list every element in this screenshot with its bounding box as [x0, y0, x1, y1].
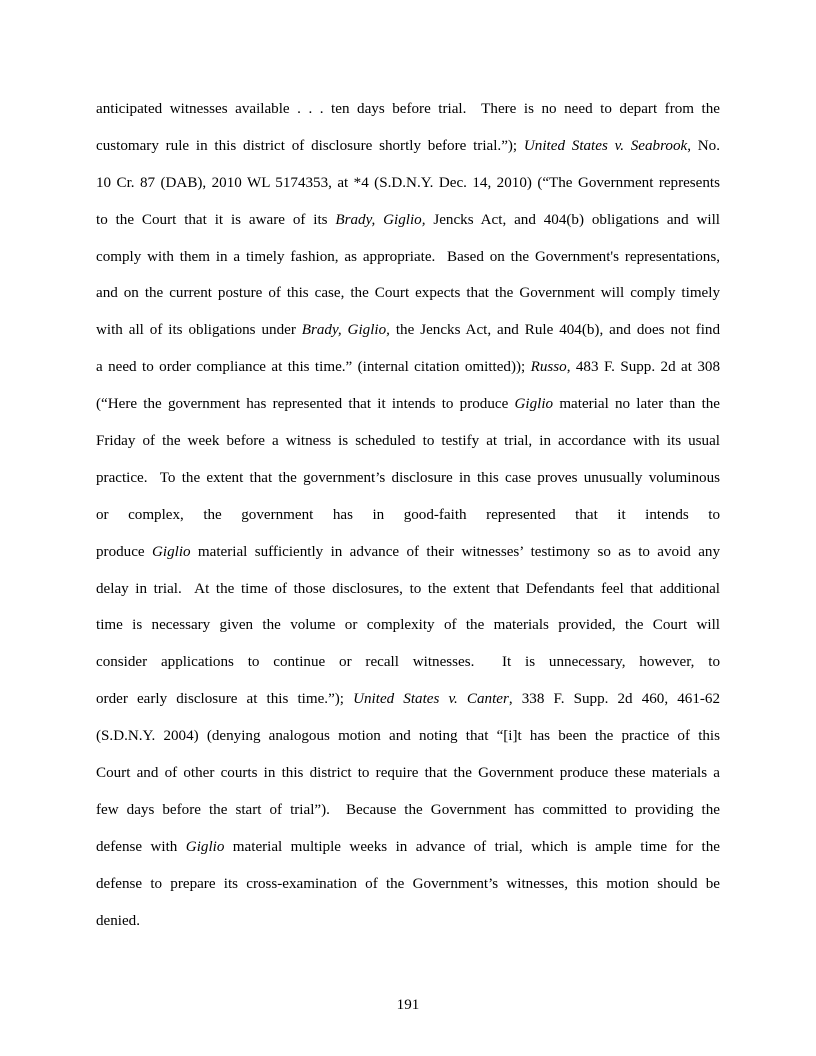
body-text: (S.D.N.Y. 2004) (denying analogous motion and noting that “[i]t has been the practice of this — [96, 728, 720, 745]
document-body — [96, 91, 720, 939]
body-text: practice. To the extent that the government’s disclosure in this case proves unusually voluminous — [96, 469, 720, 486]
body-text: (“Here the government has represented that it intends to produce — [96, 396, 515, 413]
case-citation: Giglio — [151, 543, 191, 560]
body-text: material multiple weeks in advance of trial, which is ample time for the — [224, 838, 720, 855]
body-line — [96, 903, 720, 940]
body-text: consider applications to continue or recall witnesses. It is unnecessary, however, to — [96, 654, 720, 671]
body-text: few days before the start of trial”). Because the Government has committed to providing the — [96, 801, 720, 818]
body-text: or complex, the government has in good-faith represented that it intends to — [96, 506, 720, 523]
body-text: the Jencks Act, and Rule 404(b), and does not find — [389, 322, 721, 339]
case-citation: United States v. Canter — [353, 691, 509, 708]
body-line — [96, 460, 720, 497]
body-text: defense to prepare its cross-examination of the Government’s witnesses, this motion should be — [96, 875, 720, 892]
body-text: Court and of other courts in this district to require that the Government produce these materials a — [96, 765, 720, 782]
case-citation: Brady, Giglio, — [335, 211, 426, 228]
case-citation: United States v. Seabrook — [523, 137, 688, 154]
body-line — [96, 497, 720, 534]
body-line — [96, 534, 720, 571]
page-number: 191 — [396, 997, 420, 1013]
body-text: to the Court that it is aware of its — [96, 211, 336, 228]
body-line — [96, 571, 720, 608]
body-text: defense with — [96, 838, 186, 855]
body-text: with all of its obligations under — [96, 322, 302, 339]
body-line — [96, 866, 720, 903]
case-citation: Giglio — [514, 396, 554, 413]
body-line — [96, 607, 720, 644]
case-citation: Brady, Giglio, — [301, 322, 390, 339]
body-text: , No. — [687, 137, 720, 154]
body-line — [96, 644, 720, 681]
body-text: , 338 F. Supp. 2d 460, 461-62 — [508, 691, 720, 708]
body-line — [96, 423, 720, 460]
body-line — [96, 755, 720, 792]
body-text: comply with them in a timely fashion, as appropriate. Based on the Government's representations, — [96, 248, 720, 265]
body-text: Friday of the week before a witness is scheduled to testify at trial, in accordance with its usual — [96, 433, 720, 450]
body-text: anticipated witnesses available . . . ten days before trial. There is no need to depart from the — [96, 101, 720, 117]
body-text: a need to order compliance at this time.” (internal citation omitted)); — [96, 359, 531, 376]
body-line — [96, 792, 720, 829]
body-line — [96, 312, 720, 349]
body-text: material no later than the — [553, 396, 721, 413]
body-line — [96, 386, 720, 423]
body-line — [96, 165, 720, 202]
case-citation: Russo — [530, 359, 567, 376]
body-line — [96, 202, 720, 239]
body-text: delay in trial. At the time of those disclosures, to the extent that Defendants feel that additional — [96, 580, 720, 597]
body-text: Jencks Act, and 404(b) obligations and will — [425, 211, 720, 228]
body-text: denied. — [96, 912, 141, 929]
body-text: customary rule in this district of disclosure shortly before trial.”); — [96, 137, 524, 154]
case-citation: Giglio — [185, 838, 225, 855]
body-line — [96, 239, 720, 276]
body-text: , 483 F. Supp. 2d at 308 — [566, 359, 720, 376]
body-line — [96, 275, 720, 312]
body-text: produce — [96, 543, 152, 560]
body-line — [96, 718, 720, 755]
body-line — [96, 681, 720, 718]
body-text: 10 Cr. 87 (DAB), 2010 WL 5174353, at *4 (S.D.N.Y. Dec. 14, 2010) (“The Government represents — [96, 174, 720, 191]
body-line — [96, 128, 720, 165]
body-line — [96, 91, 720, 128]
body-text: material sufficiently in advance of their witnesses’ testimony so as to avoid any — [190, 543, 720, 560]
body-text: time is necessary given the volume or complexity of the materials provided, the Court will — [96, 617, 720, 634]
body-text: order early disclosure at this time.”); — [96, 691, 354, 708]
body-text: and on the current posture of this case, the Court expects that the Government will comply timely — [96, 285, 720, 302]
body-line — [96, 349, 720, 386]
body-line — [96, 829, 720, 866]
